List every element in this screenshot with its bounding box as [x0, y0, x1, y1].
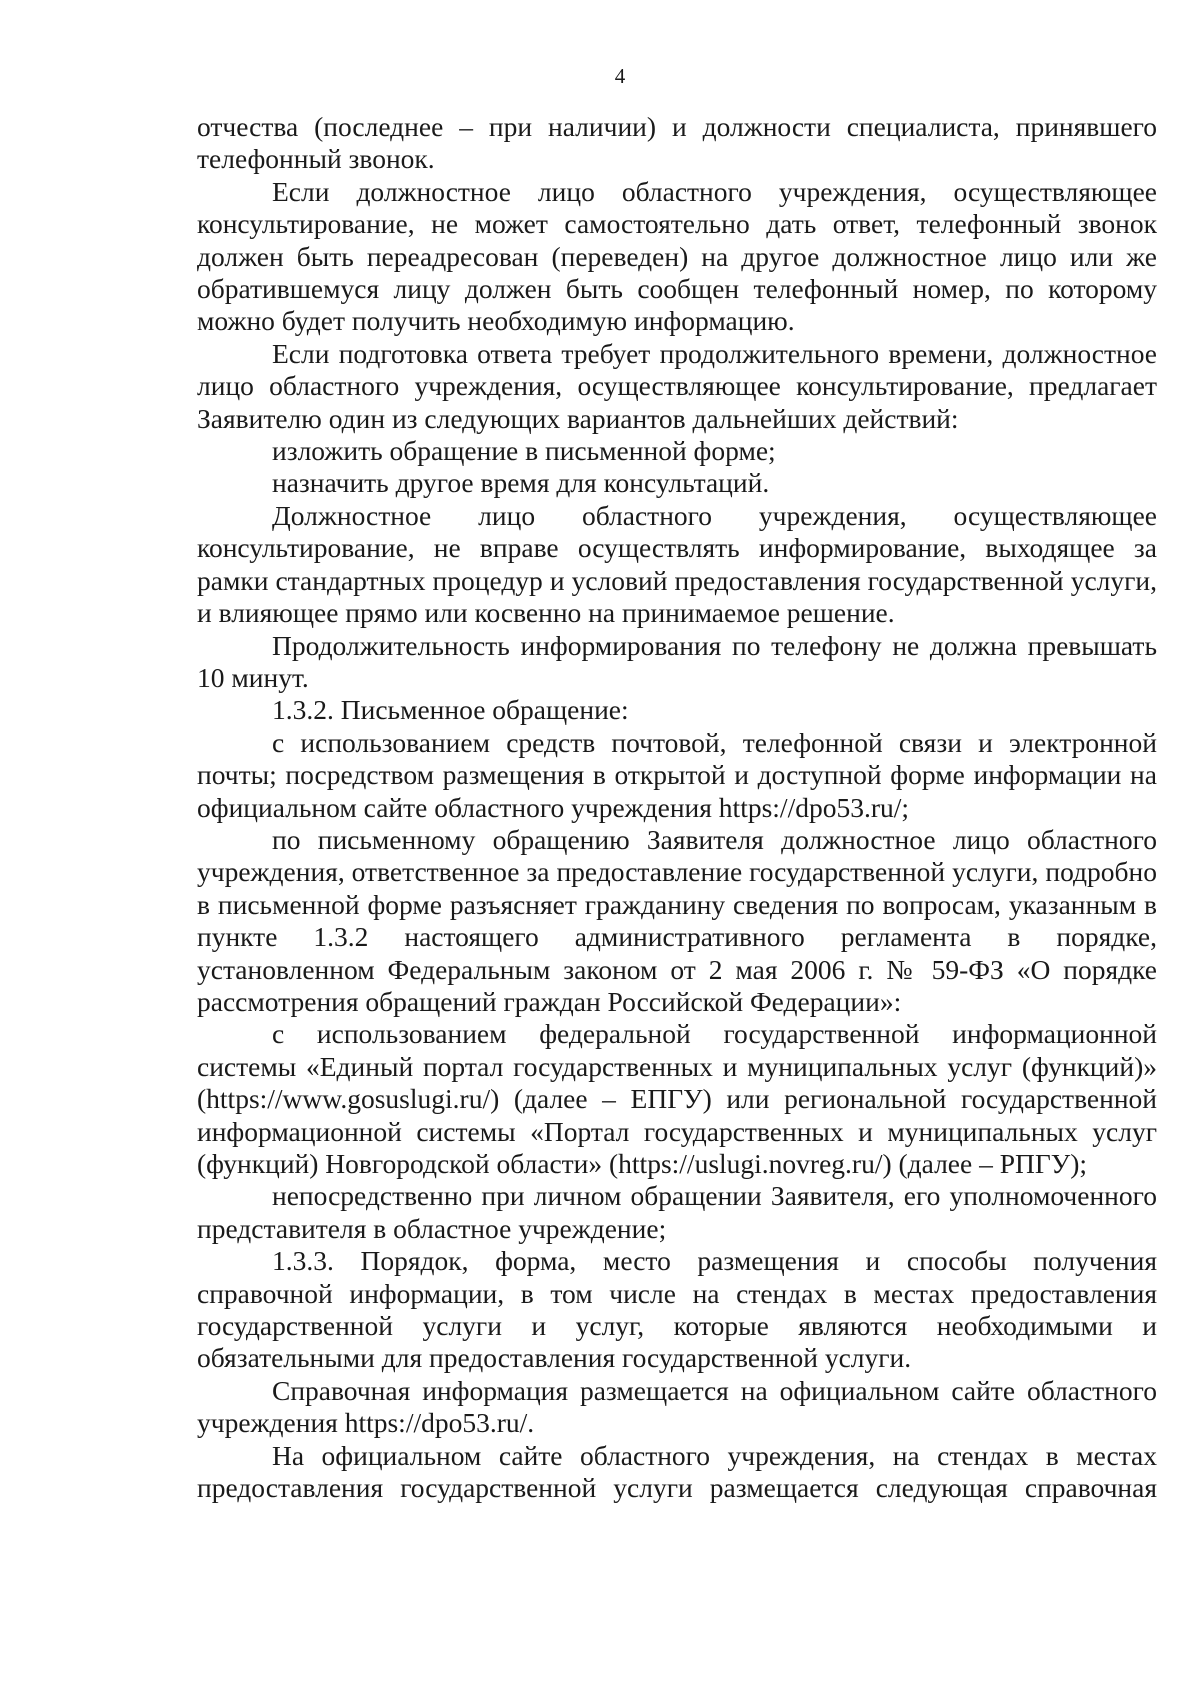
- paragraph-14: Справочная информация размещается на официальном сайте областного учреждения https://dpo53.ru/.: [197, 1374, 1157, 1439]
- paragraph-5: назначить другое время для консультаций.: [272, 467, 770, 499]
- paragraph-4: изложить обращение в письменной форме;: [272, 435, 776, 467]
- paragraph-9: с использованием средств почтовой, телефонной связи и электронной почты; посредством размещения в открытой и доступной форме информации на официальном сайте областного учреждения https://dpo53.ru/;: [197, 726, 1157, 823]
- page-number: 4: [614, 64, 626, 88]
- paragraph-1: отчества (последнее – при наличии) и должности специалиста, принявшего телефонный звонок.: [197, 111, 1157, 175]
- paragraph-12: непосредственно при личном обращении Заявителя, его уполномоченного представителя в областное учреждение;: [197, 1180, 1157, 1244]
- paragraph-11: с использованием федеральной государственной информационной системы «Единый портал государственных и муниципальных услуг (функций)» (https://www.gosuslugi.ru/) (далее – ЕПГУ) или региональной государственной информационной системы «Портал государственных и муниципальных услуг (функций) Новгородской области» (https://uslugi.novreg.ru/) (далее – РПГУ);: [197, 1018, 1157, 1179]
- paragraph-15: На официальном сайте областного учреждения, на стендах в местах предоставления государственной услуги размещается следующая справочная: [197, 1439, 1157, 1504]
- paragraph-2: Если должностное лицо областного учреждения, осуществляющее консультирование, не может самостоятельно дать ответ, телефонный звонок должен быть переадресован (переведен) на другое должностное лицо или же обратившемуся лицу должен быть сообщен телефонный номер, по которому можно будет получить необходимую информацию.: [197, 175, 1157, 337]
- paragraph-10: по письменному обращению Заявителя должностное лицо областного учреждения, ответственное за предоставление государственной услуги, подробно в письменной форме разъясняет гражданину сведения по вопросам, указанным в пункте 1.3.2 настоящего административного регламента в порядке, установленном Федеральным законом от 2 мая 2006 г. № 59-ФЗ «О порядке рассмотрения обращений граждан Российской Федерации»:: [197, 823, 1157, 1017]
- document-body: [197, 111, 1157, 1504]
- paragraph-3: Если подготовка ответа требует продолжительного времени, должностное лицо областного учреждения, осуществляющее консультирование, предлагает Заявителю один из следующих вариантов дальнейших действий:: [197, 337, 1157, 434]
- paragraph-8: 1.3.2. Письменное обращение:: [272, 694, 629, 726]
- paragraph-6: Должностное лицо областного учреждения, осуществляющее консультирование, не вправе осуществлять информирование, выходящее за рамки стандартных процедур и условий предоставления государственной услуги, и влияющее прямо или косвенно на принимаемое решение.: [197, 499, 1157, 629]
- paragraph-13: 1.3.3. Порядок, форма, место размещения и способы получения справочной информации, в том числе на стендах в местах предоставления государственной услуги и услуг, которые являются необходимыми и обязательными для предоставления государственной услуги.: [197, 1245, 1157, 1374]
- paragraph-7: Продолжительность информирования по телефону не должна превышать 10 минут.: [197, 629, 1157, 693]
